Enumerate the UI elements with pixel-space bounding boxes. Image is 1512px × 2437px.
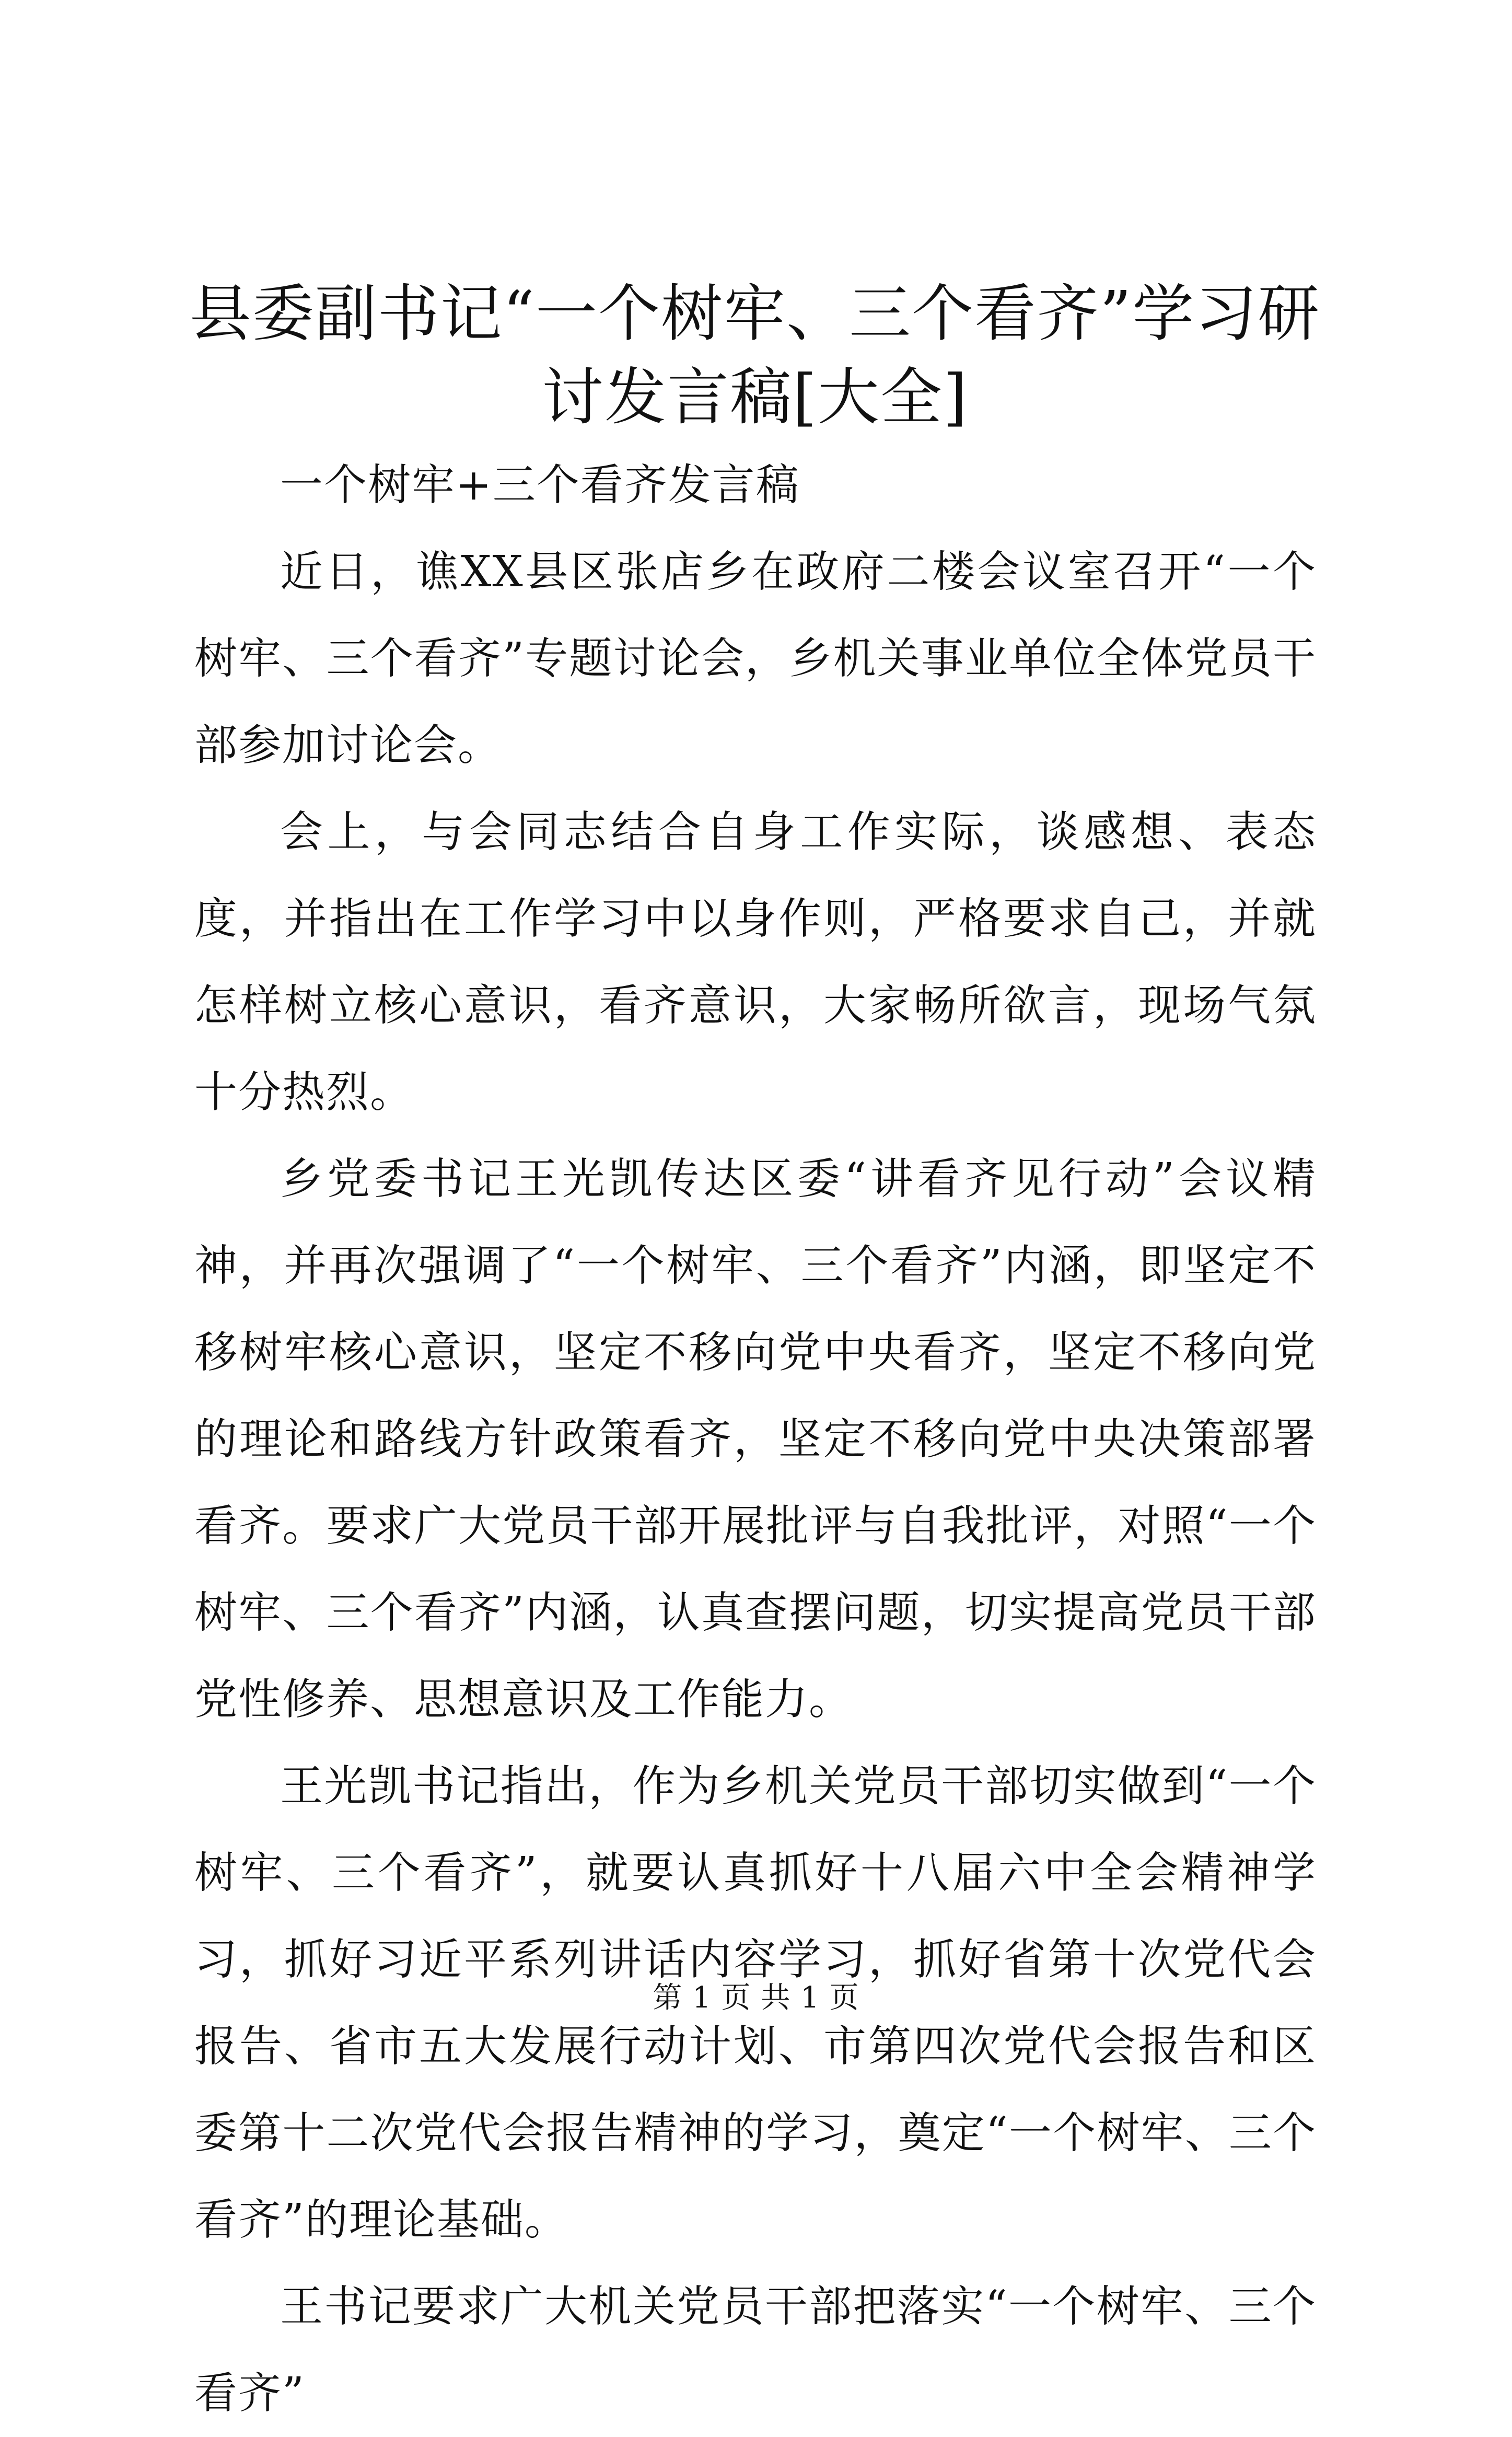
paragraph-party-secretary: 乡党委书记王光凯传达区委“讲看齐见行动”会议精神，并再次强调了“一个树牢、三个看齐”内涵，即坚定不移树牢核心意识，坚定不移向党中央看齐，坚定不移向党的理论和路线方针政策看齐，坚定不移向党中央决策部署看齐。要求广大党员干部开展批评与自我批评，对照“一个树牢、三个看齐”内涵，认真查摆问题，切实提高党员干部党性修养、思想意识及工作能力。: [194, 1154, 1317, 1724]
page-footer: 第 1 页 共 1 页: [653, 1981, 859, 2015]
paragraph-final: 王书记要求广大机关党员干部把落实“一个树牢、三个看齐”: [194, 2282, 1317, 2418]
document-title: 县委副书记“一个树牢、三个看齐”学习研讨发言稿[大全]: [189, 277, 1321, 433]
paragraph-discussion: 会上，与会同志结合自身工作实际，谈感想、表态度，并指出在工作学习中以身作则，严格要求自己，并就怎样树立核心意识，看齐意识，大家畅所欲言，现场气氛十分热烈。: [194, 807, 1317, 1117]
document-body: [194, 442, 1317, 2437]
paragraph-meeting-intro: 近日，谯XX县区张店乡在政府二楼会议室召开“一个树牢、三个看齐”专题讨论会，乡机关事业单位全体党员干部参加讨论会。: [194, 547, 1317, 770]
paragraph-subtitle: 一个树牢+三个看齐发言稿: [280, 460, 800, 510]
paragraph-study-requirements: 王光凯书记指出，作为乡机关党员干部切实做到“一个树牢、三个看齐”，就要认真抓好十八届六中全会精神学习，抓好习近平系列讲话内容学习，抓好省第十次党代会报告、省市五大发展行动计划、市第四次党代会报告和区委第十二次党代会报告精神的学习，奠定“一个树牢、三个看齐”的理论基础。: [194, 1761, 1317, 2245]
